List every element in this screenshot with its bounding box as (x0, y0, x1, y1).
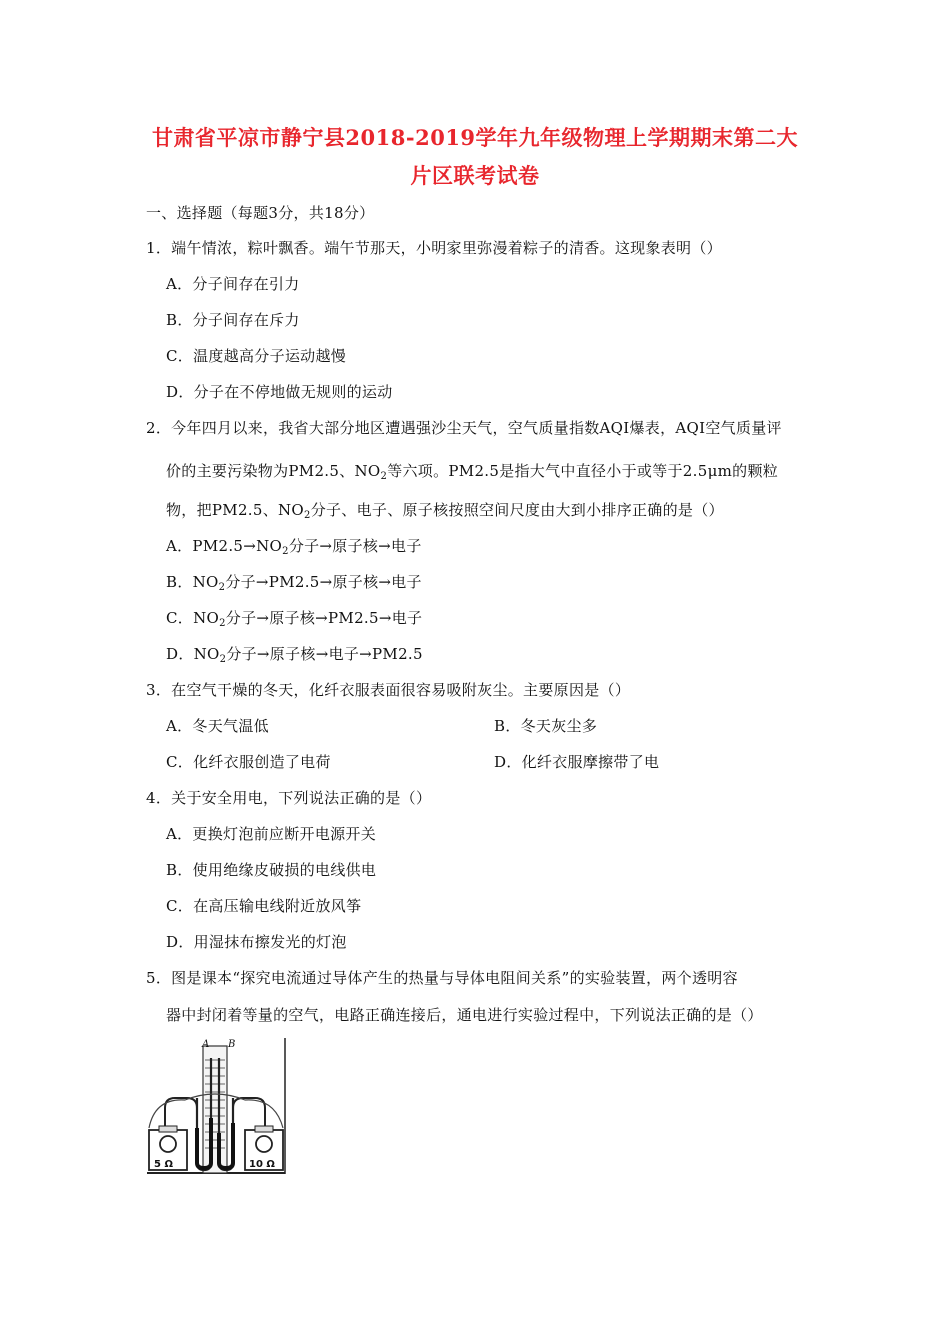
question-1-option-a: A．分子间存在引力 (166, 275, 300, 293)
label-left-resistance: 5 Ω (154, 1159, 173, 1170)
question-1-option-b: B．分子间存在斥力 (166, 311, 300, 329)
experiment-apparatus-figure (145, 1038, 290, 1176)
question-4-option-d: D．用湿抹布擦发光的灯泡 (166, 933, 347, 951)
section-heading: 一、选择题（每题3分，共18分） (146, 204, 375, 222)
question-2-stem-line-3: 物，把PM2.5、$NO_2$分子、电子、原子核按照空间尺度由大到小排序正确的是（） (166, 501, 724, 521)
document-title-line-2: 片区联考试卷 (410, 163, 540, 188)
question-1-option-c: C．温度越高分子运动越慢 (166, 347, 347, 365)
question-1-stem: 1．端午情浓，粽叶飘香。端午节那天，小明家里弥漫着粽子的清香。这现象表明（） (146, 239, 722, 257)
scale-board (203, 1046, 227, 1173)
label-b: B (228, 1039, 236, 1050)
question-2-option-d: D．$NO_2$分子→原子核→电子→PM2.5 (166, 645, 423, 665)
question-3-option-a: A．冬天气温低 (166, 717, 269, 735)
question-3-stem: 3．在空气干燥的冬天，化纤衣服表面很容易吸附灰尘。主要原因是（） (146, 681, 631, 699)
question-2-stem-line-2: 价的主要污染物为PM2.5、$NO_2$等六项。PM2.5是指大气中直径小于或等于2.5μm的颗粒 (166, 462, 779, 482)
question-5-stem-line-2: 器中封闭着等量的空气，电路正确连接后，通电进行实验过程中，下列说法正确的是（） (166, 1006, 763, 1024)
stopper-right (255, 1126, 273, 1132)
stopper-left (159, 1126, 177, 1132)
question-1-option-d: D．分子在不停地做无规则的运动 (166, 383, 393, 401)
question-5-stem-line-1: 5．图是课本“探究电流通过导体产生的热量与导体电阻间关系”的实验装置，两个透明容 (146, 969, 738, 987)
question-4-option-a: A．更换灯泡前应断开电源开关 (166, 825, 377, 843)
question-3-option-d: D．化纤衣服摩擦带了电 (494, 753, 660, 771)
question-4-stem: 4．关于安全用电，下列说法正确的是（） (146, 789, 432, 807)
label-right-resistance: 10 Ω (249, 1159, 275, 1170)
document-title-line-1: 甘肃省平凉市静宁县2018-2019学年九年级物理上学期期末第二大 (151, 125, 799, 150)
question-4-option-c: C．在高压输电线附近放风筝 (166, 897, 362, 915)
question-3-option-b: B．冬天灰尘多 (494, 717, 598, 735)
question-2-option-a: A．$PM2.5\to NO_2$分子→原子核→电子 (166, 537, 422, 557)
question-2-option-c: C．$NO_2$分子→原子核→PM2.5→电子 (166, 609, 423, 629)
question-2-stem-line-1: 2．今年四月以来，我省大部分地区遭遇强沙尘天气，空气质量指数AQI爆表，AQI空气质量评 (146, 419, 782, 437)
question-4-option-b: B．使用绝缘皮破损的电线供电 (166, 861, 377, 879)
question-2-option-b: B．$NO_2$分子→PM2.5→原子核→电子 (166, 573, 422, 593)
label-a: A (202, 1039, 210, 1050)
question-3-option-c: C．化纤衣服创造了电荷 (166, 753, 331, 771)
